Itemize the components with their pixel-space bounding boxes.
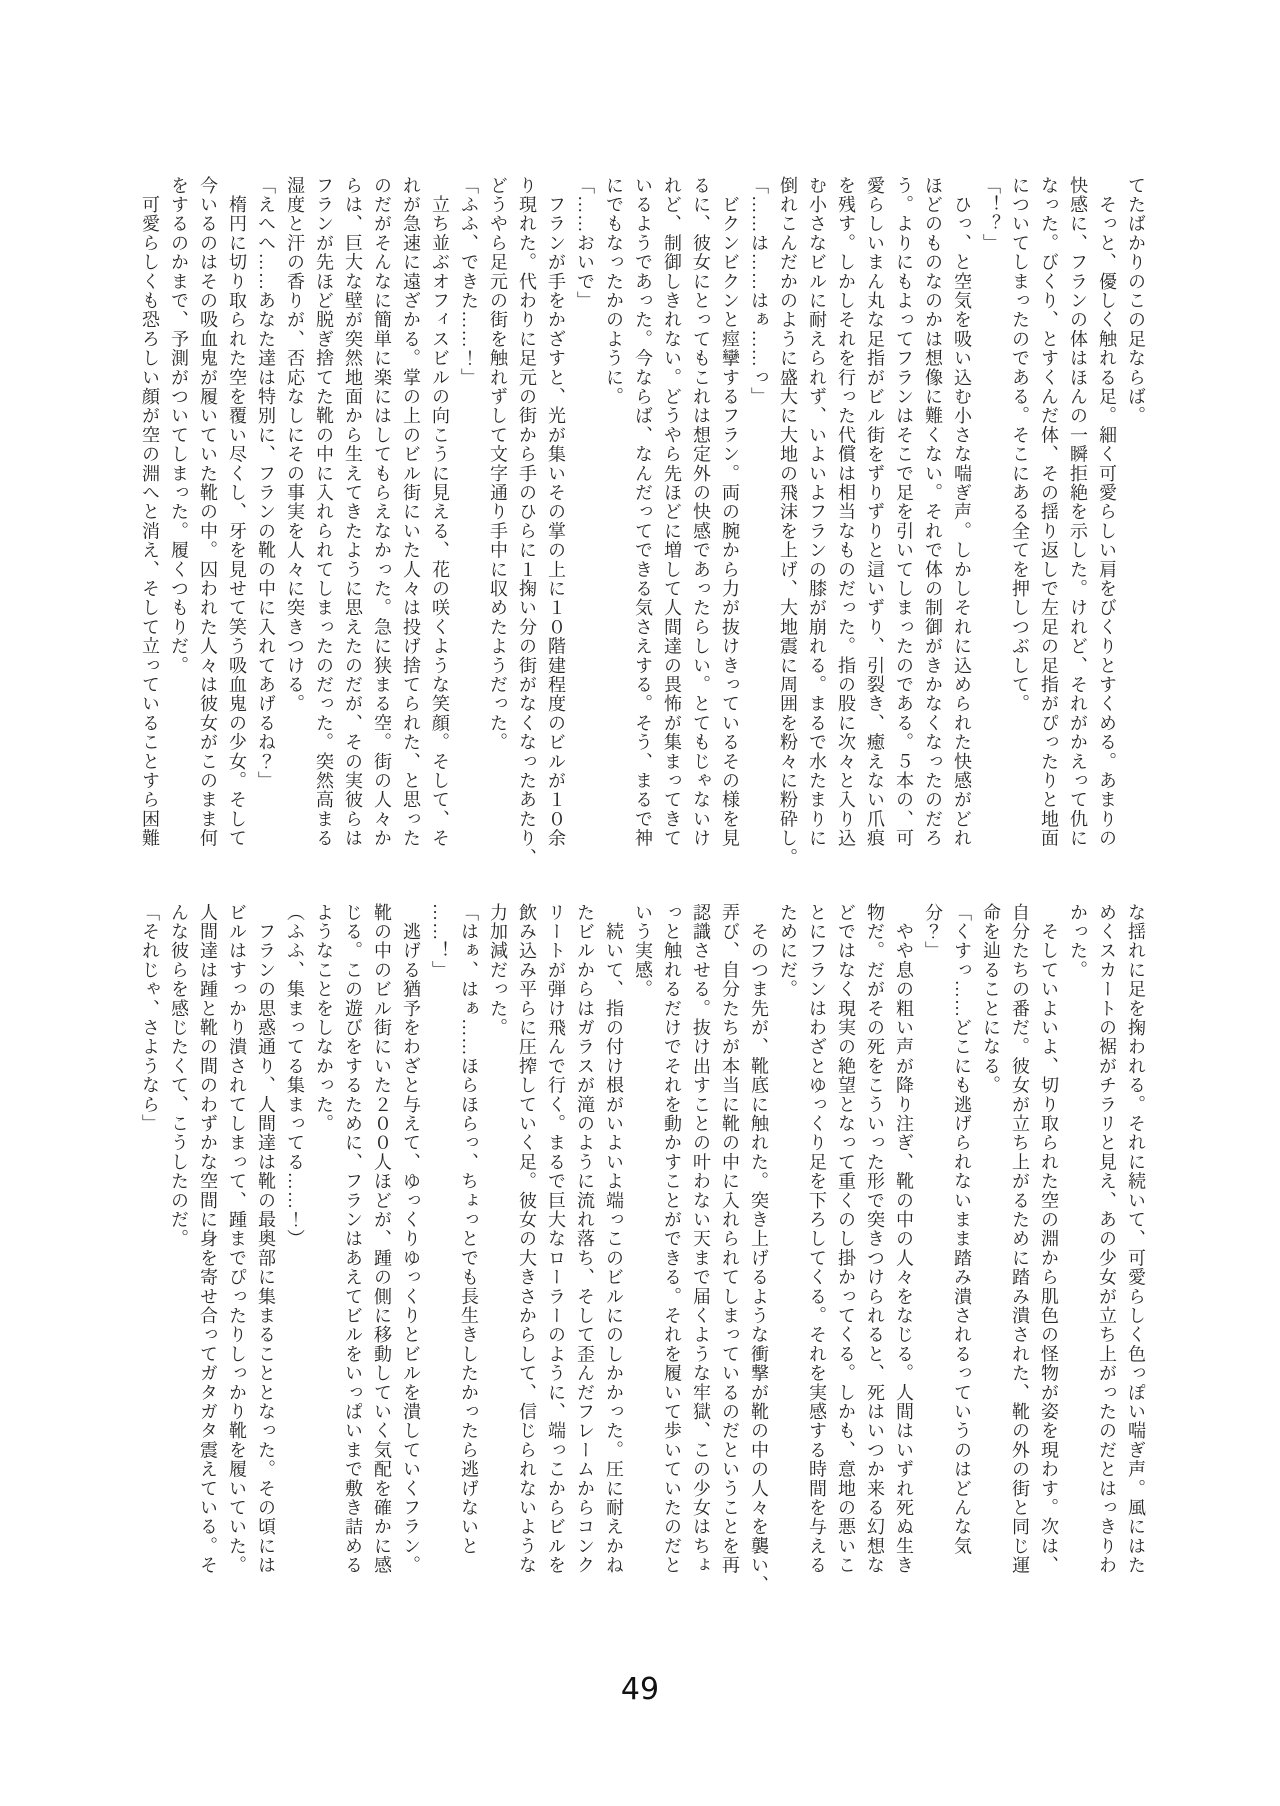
text-line: じる。この遊びをするために、フランはあえてビルをいっぱいまで敷き詰める xyxy=(343,903,363,1575)
text-line: そしていよいよ、切り取られた空の淵から肌色の怪物が姿を現わす。次は、 xyxy=(1039,903,1059,1575)
text-block-top xyxy=(128,176,1150,888)
text-line: （ふふ、集まってる集まってる……！） xyxy=(285,903,305,1249)
text-line: 可愛らしくも恐ろしい顔が空の淵へと消え、そして立っていることすら困難 xyxy=(140,176,160,848)
text-line: ほどのものなのかは想像に難くない。それで体の制御がきかなくなったのだろ xyxy=(923,176,943,848)
text-line: 倒れこんだかのように盛大に大地の飛沫を上げ、大地震に周囲を粉々に粉砕し。 xyxy=(778,176,798,868)
text-line: ためにだ。 xyxy=(778,903,798,999)
text-line: 認識させる。抜け出すことの叶わない天まで届くような牢獄、この少女はちょ xyxy=(691,903,711,1575)
text-line: そのつま先が、靴底に触れた。突き上げるような衝撃が靴の中の人々を襲い、 xyxy=(749,903,769,1595)
text-line: いう実感。 xyxy=(633,903,653,999)
text-line: とにフランはわざとゆっくり足を下ろしてくる。それを実感する時間を与える xyxy=(807,903,827,1575)
text-line: 「！？」 xyxy=(981,176,1001,253)
text-line: フランの思惑通り、人間達は靴の最奥部に集まることとなった。その頃には xyxy=(256,903,276,1575)
text-line: 愛らしいまん丸な足指がビル街をずりずりと這いずり、引裂き、癒えない爪痕 xyxy=(865,176,885,848)
text-line: 立ち並ぶオフィスビルの向こうに見える、花の咲くような笑顔。そして、そ xyxy=(430,176,450,848)
text-line: っと触れるだけでそれを動かすことができる。それを履いて歩いていたのだと xyxy=(662,903,682,1575)
text-line: 靴の中のビル街にいた２００人ほどが、踵の側に移動していく気配を確かに感 xyxy=(372,903,392,1576)
text-line: れが急速に遠ざかる。掌の上のビル街にいた人々は投げ捨てられた、と思った xyxy=(401,176,421,848)
text-line: んな彼らを感じたくて、こうしたのだ。 xyxy=(169,903,189,1249)
text-line: のだがそんなに簡単に楽にはしてもらえなかった。急に狭まる空。街の人々か xyxy=(372,176,392,848)
text-line: いるようであった。今ならば、なんだってできる気さえする。そう、まるで神 xyxy=(633,176,653,848)
text-line: 「……は……はぁ……っ」 xyxy=(749,176,769,407)
text-line: 命を辿ることになる。 xyxy=(981,903,1001,1095)
text-line: 自分たちの番だ。彼女が立ち上がるために踏み潰された、靴の外の街と同じ運 xyxy=(1010,903,1030,1576)
text-line: やや息の粗い声が降り注ぎ、靴の中の人々をなじる。人間はいずれ死ぬ生き xyxy=(894,903,914,1575)
text-line: どうやら足元の街を触れずして文字通り手中に収めたようだった。 xyxy=(488,176,508,752)
text-line: そっと、優しく触れる足。細く可愛らしい肩をびくりとすくめる。あまりの xyxy=(1097,176,1117,848)
text-line: を残す。しかしそれを行った代償は相当なものだった。指の股に次々と入り込 xyxy=(836,176,856,848)
text-line: 「……おいで」 xyxy=(575,176,595,311)
text-line: 湿度と汗の香りが、否応なしにその事実を人々に突きつける。 xyxy=(285,176,305,714)
text-line: 「それじゃ、さようなら」 xyxy=(140,903,160,1134)
text-line: についてしまったのである。そこにある全てを押しつぶして。 xyxy=(1010,176,1030,714)
text-line: らは、巨大な壁が突然地面から生えてきたように思えたのだが、その実彼らは xyxy=(343,176,363,848)
text-line: 逃げる猶予をわざと与えて、ゆっくりゆっくりとビルを潰していくフラン。 xyxy=(401,903,421,1575)
text-line: フランが手をかざすと、光が集いその掌の上に１０階建程度のビルが１０余 xyxy=(546,176,566,848)
text-line: 「ふふ、できた……！」 xyxy=(459,176,479,388)
text-line: れど、制御しきれない。どうやら先ほどに増して人間達の畏怖が集まってきて xyxy=(662,176,682,848)
text-line: ひっ、と空気を吸い込む小さな喘ぎ声。しかしそれに込められた快感がどれ xyxy=(952,176,972,848)
text-line: 物だ。だがその死をこういった形で突きつけられると、死はいつか来る幻想な xyxy=(865,903,885,1575)
text-line: り現れた。代わりに足元の街から手のひらに１掬い分の街がなくなったあたり、 xyxy=(517,176,537,868)
page-number: 49 xyxy=(620,1672,660,1707)
text-line: をするのかまで、予測がついてしまった。履くつもりだ。 xyxy=(169,176,189,676)
text-line: たビルからはガラスが滝のように流れ落ち、そして歪んだフレームからコンク xyxy=(575,903,595,1575)
text-line: 楕円に切り取られた空を覆い尽くし、牙を見せて笑う吸血鬼の少女。そして xyxy=(227,176,247,848)
text-line: フランが先ほど脱ぎ捨てた靴の中に入れられてしまったのだった。突然高まる xyxy=(314,176,334,848)
text-line: どではなく現実の絶望となって重くのし掛かってくる。しかも、意地の悪いこ xyxy=(836,903,856,1575)
text-line: 「くすっ……どこにも逃げられないまま踏み潰されるっていうのはどんな気 xyxy=(952,903,972,1556)
text-line: ビクンビクンと痙攣するフラン。両の腕から力が抜けきっているその様を見 xyxy=(720,176,740,848)
text-line: な揺れに足を掬われる。それに続いて、可愛らしく色っぽい喘ぎ声。風にはた xyxy=(1126,903,1146,1575)
text-line: 快感に、フランの体はほんの一瞬拒絶を示した。けれど、それがかえって仇に xyxy=(1068,176,1088,848)
text-line: 力加減だった。 xyxy=(488,903,508,1038)
text-line: む小さなビルに耐えられず、いよいよフランの膝が崩れる。まるで水たまりに xyxy=(807,176,827,848)
text-line: ビルはすっかり潰されてしまって、踵までぴったりしっかり靴を履いていた。 xyxy=(227,903,247,1575)
text-line: にでもなったかのように。 xyxy=(604,176,624,407)
text-line: ようなことをしなかった。 xyxy=(314,903,334,1134)
text-line: めくスカートの裾がチラリと見え、あの少女が立ち上がったのだとはっきりわ xyxy=(1097,903,1117,1575)
text-line: 分？」 xyxy=(923,903,943,961)
text-line: リートが弾け飛んで行く。まるで巨大なローラーのように、端っこからビルを xyxy=(546,903,566,1575)
text-line: 「えへへ……あなた達は特別に、フランの靴の中に入れてあげるね？」 xyxy=(256,176,276,791)
text-line: 弄び、自分たちが本当に靴の中に入れられてしまっているのだということを再 xyxy=(720,903,740,1575)
text-line: ……！」 xyxy=(430,903,450,980)
text-line: う。よりにもよってフランはそこで足を引いてしまったのである。５本の、可 xyxy=(894,176,914,848)
text-line: 今いるのはその吸血鬼が履いていた靴の中。囚われた人々は彼女がこのまま何 xyxy=(198,176,218,848)
text-line: かった。 xyxy=(1068,903,1088,980)
text-line: なった。びくり、とすくんだ体、その揺り返しで左足の足指がぴったりと地面 xyxy=(1039,176,1059,848)
text-line: 人間達は踵と靴の間のわずかな空間に身を寄せ合ってガタガタ震えている。そ xyxy=(198,903,218,1575)
text-line: るに、彼女にとってもこれは想定外の快感であったらしい。とてもじゃないけ xyxy=(691,176,711,848)
text-block-bottom xyxy=(128,903,1150,1617)
text-line: 飲み込み平らに圧搾していく足。彼女の大きさからして、信じられないような xyxy=(517,903,537,1575)
text-line: 続いて、指の付け根がいよいよ端っこのビルにのしかかった。圧に耐えかね xyxy=(604,903,624,1575)
text-line: 「はぁ、はぁ……ほらほらっ、ちょっとでも長生きしたかったら逃げないと xyxy=(459,903,479,1556)
text-line: てたばかりのこの足ならば。 xyxy=(1126,176,1146,426)
